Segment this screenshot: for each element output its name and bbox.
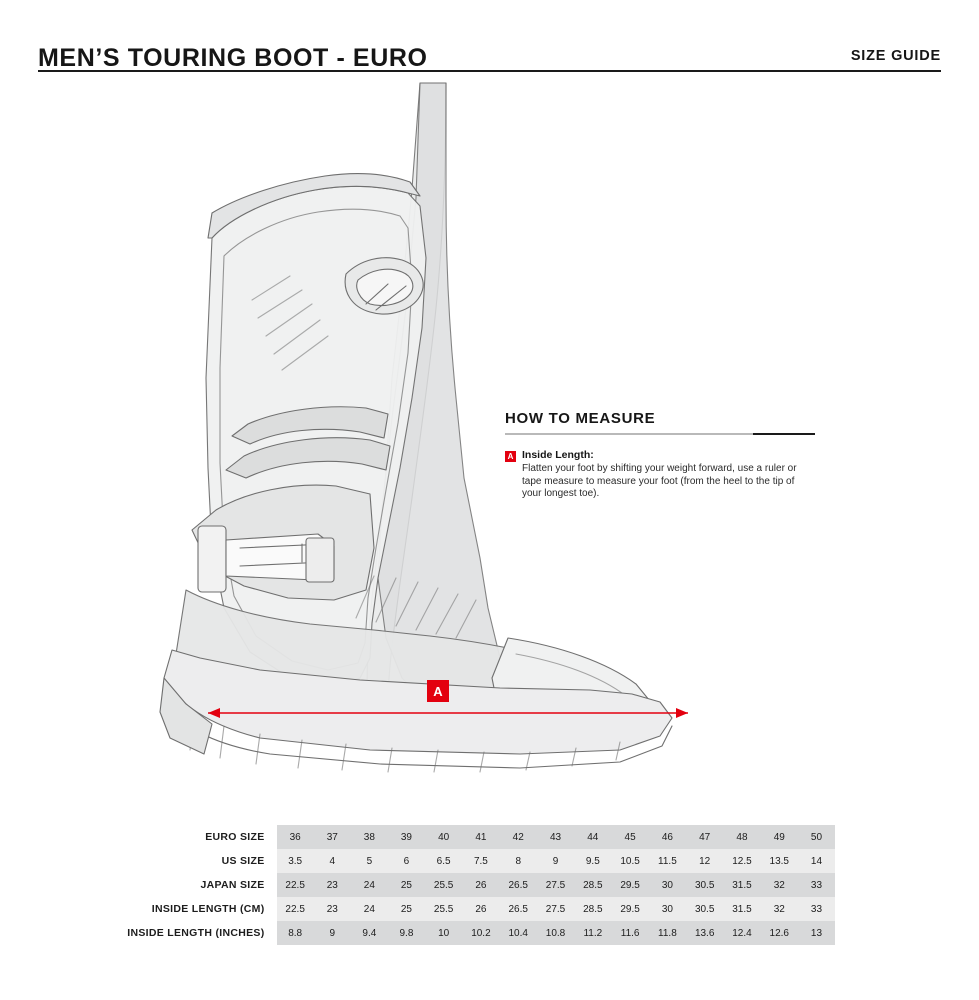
table-cell: 45 bbox=[611, 825, 648, 849]
table-cell: 30 bbox=[649, 897, 686, 921]
table-row bbox=[115, 873, 835, 897]
table-cell: 25 bbox=[388, 873, 425, 897]
table-cell: 44 bbox=[574, 825, 611, 849]
table-cell: 9 bbox=[314, 921, 351, 945]
table-cell: 7.5 bbox=[462, 849, 499, 873]
table-cell: 24 bbox=[351, 873, 388, 897]
row-header: US SIZE bbox=[115, 849, 277, 873]
table-cell: 11.6 bbox=[611, 921, 648, 945]
table-cell: 12.4 bbox=[723, 921, 760, 945]
table-row bbox=[115, 849, 835, 873]
table-cell: 12.6 bbox=[761, 921, 798, 945]
table-cell: 32 bbox=[761, 873, 798, 897]
row-header: INSIDE LENGTH (CM) bbox=[115, 897, 277, 921]
table-cell: 23 bbox=[314, 873, 351, 897]
row-header: INSIDE LENGTH (INCHES) bbox=[115, 921, 277, 945]
table-cell: 42 bbox=[500, 825, 537, 849]
table-cell: 12.5 bbox=[723, 849, 760, 873]
table-cell: 48 bbox=[723, 825, 760, 849]
table-cell: 36 bbox=[277, 825, 314, 849]
row-header: EURO SIZE bbox=[115, 825, 277, 849]
table-cell: 4 bbox=[314, 849, 351, 873]
table-cell: 28.5 bbox=[574, 897, 611, 921]
table-cell: 26 bbox=[462, 873, 499, 897]
inside-length-entry bbox=[505, 449, 815, 501]
table-cell: 22.5 bbox=[277, 897, 314, 921]
table-cell: 6.5 bbox=[425, 849, 462, 873]
table-cell: 6 bbox=[388, 849, 425, 873]
how-to-measure-section bbox=[505, 410, 815, 501]
table-cell: 27.5 bbox=[537, 897, 574, 921]
table-cell: 11.8 bbox=[649, 921, 686, 945]
table-cell: 30.5 bbox=[686, 897, 723, 921]
table-row bbox=[115, 825, 835, 849]
table-row bbox=[115, 921, 835, 945]
table-cell: 11.5 bbox=[649, 849, 686, 873]
page-header bbox=[38, 24, 941, 72]
table-cell: 12 bbox=[686, 849, 723, 873]
table-cell: 31.5 bbox=[723, 873, 760, 897]
page-title: MEN’S TOURING BOOT - EURO bbox=[38, 44, 428, 72]
table-cell: 32 bbox=[761, 897, 798, 921]
size-guide-label: SIZE GUIDE bbox=[841, 48, 941, 67]
table-cell: 11.2 bbox=[574, 921, 611, 945]
table-cell: 13 bbox=[798, 921, 835, 945]
table-cell: 43 bbox=[537, 825, 574, 849]
table-cell: 9 bbox=[537, 849, 574, 873]
table-cell: 29.5 bbox=[611, 897, 648, 921]
table-row bbox=[115, 897, 835, 921]
table-cell: 28.5 bbox=[574, 873, 611, 897]
table-cell: 24 bbox=[351, 897, 388, 921]
table-cell: 47 bbox=[686, 825, 723, 849]
table-cell: 25.5 bbox=[425, 897, 462, 921]
how-to-measure-title: HOW TO MEASURE bbox=[505, 410, 656, 427]
table-cell: 38 bbox=[351, 825, 388, 849]
inside-length-badge: A bbox=[505, 451, 516, 462]
table-cell: 29.5 bbox=[611, 873, 648, 897]
table-cell: 9.4 bbox=[351, 921, 388, 945]
table-cell: 5 bbox=[351, 849, 388, 873]
header-divider bbox=[38, 70, 941, 72]
table-cell: 39 bbox=[388, 825, 425, 849]
table-cell: 23 bbox=[314, 897, 351, 921]
table-cell: 9.5 bbox=[574, 849, 611, 873]
table-cell: 8 bbox=[500, 849, 537, 873]
table-cell: 10.8 bbox=[537, 921, 574, 945]
table-cell: 22.5 bbox=[277, 873, 314, 897]
table-cell: 46 bbox=[649, 825, 686, 849]
table-cell: 26 bbox=[462, 897, 499, 921]
table-cell: 37 bbox=[314, 825, 351, 849]
measure-badge-letter: A bbox=[433, 684, 443, 699]
table-cell: 10.4 bbox=[500, 921, 537, 945]
table-cell: 25.5 bbox=[425, 873, 462, 897]
table-cell: 9.8 bbox=[388, 921, 425, 945]
table-cell: 14 bbox=[798, 849, 835, 873]
how-to-measure-divider bbox=[505, 433, 815, 435]
table-cell: 10.2 bbox=[462, 921, 499, 945]
table-cell: 50 bbox=[798, 825, 835, 849]
size-chart-table bbox=[115, 825, 835, 945]
table-cell: 41 bbox=[462, 825, 499, 849]
row-header: JAPAN SIZE bbox=[115, 873, 277, 897]
table-cell: 31.5 bbox=[723, 897, 760, 921]
table-cell: 13.5 bbox=[761, 849, 798, 873]
table-cell: 30.5 bbox=[686, 873, 723, 897]
table-cell: 26.5 bbox=[500, 873, 537, 897]
table-cell: 30 bbox=[649, 873, 686, 897]
table-cell: 40 bbox=[425, 825, 462, 849]
table-cell: 3.5 bbox=[277, 849, 314, 873]
table-cell: 26.5 bbox=[500, 897, 537, 921]
table-cell: 13.6 bbox=[686, 921, 723, 945]
table-cell: 8.8 bbox=[277, 921, 314, 945]
table-cell: 49 bbox=[761, 825, 798, 849]
table-cell: 25 bbox=[388, 897, 425, 921]
table-cell: 10 bbox=[425, 921, 462, 945]
inside-length-label: Inside Length: bbox=[522, 449, 594, 461]
table-cell: 10.5 bbox=[611, 849, 648, 873]
table-cell: 33 bbox=[798, 873, 835, 897]
table-cell: 33 bbox=[798, 897, 835, 921]
inside-length-description: Flatten your foot by shifting your weight forward, use a ruler or tape measure to measure your foot (from the heel to the tip of your longest toe). bbox=[522, 463, 797, 500]
table-cell: 27.5 bbox=[537, 873, 574, 897]
